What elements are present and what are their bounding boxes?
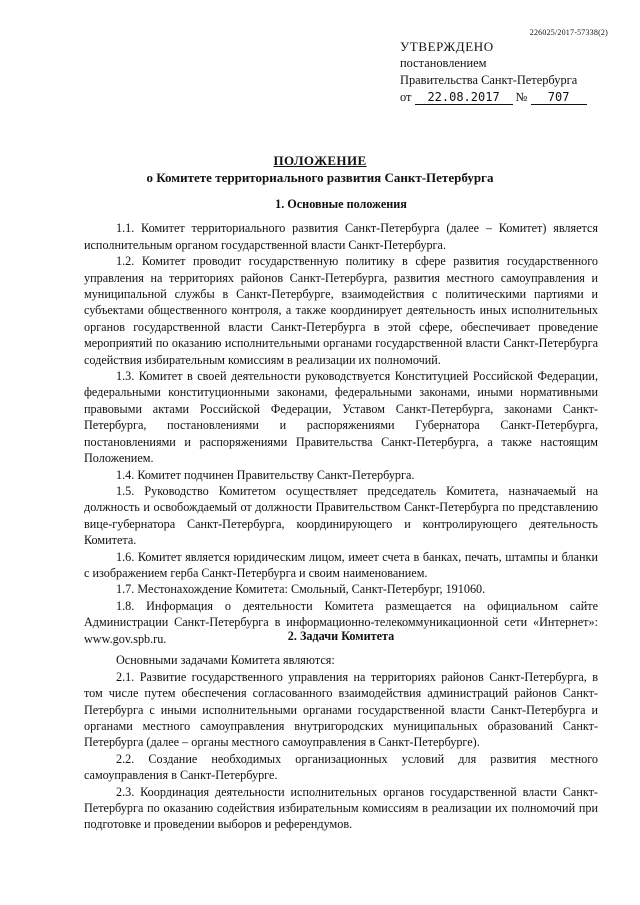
number-sign: №: [515, 90, 528, 104]
paragraph-1-6: 1.6. Комитет является юридическим лицом, имеет счета в банках, печать, штампы и бланки с изображением герба Санкт-Петербурга и своим наименованием.: [84, 549, 598, 580]
paragraph-1-3: 1.3. Комитет в своей деятельности руководствуется Конституцией Российской Федерации, федеральными конституционными законами, федеральными законами, иными нормативными правовыми актами Российской Федерации, Уставом Санкт-Петербурга, законами Санкт-Петербурга, постановлениями и распоряжениями Губернатора Санкт-Петербурга, постановлениями и распоряжениями Правительства Санкт-Петербурга, а также настоящим Положением.: [84, 369, 598, 466]
title-line-1: ПОЛОЖЕНИЕ: [273, 153, 367, 168]
paragraph-1-8: 1.8. Информация о деятельности Комитета размещается на официальном сайте Администрации Санкт-Петербурга в информационно-телекоммуникационной сети «Интернет»: www.gov.spb.ru.: [84, 598, 598, 646]
document-title: [0, 152, 640, 186]
approval-number: 707: [531, 90, 587, 105]
paragraph-2-2: 2.2. Создание необходимых организационных условий для развития местного самоуправления в Санкт-Петербурге.: [84, 751, 598, 783]
paragraph-1-4: 1.4. Комитет подчинен Правительству Санкт-Петербурга.: [116, 467, 415, 482]
section-2: [84, 628, 598, 833]
paragraph-1-2: 1.2. Комитет проводит государственную политику в сфере развития государственного управления на территориях районов Санкт-Петербурга, развития местного самоуправления и муниципальной службы в Санкт-Петербурге, взаимодействия с политическими партиями и субъектами общественного контроля, а также координирует деятельность иных исполнительных органов государственной власти Санкт-Петербурга в этой сфере, обеспечивает проведение мероприятий по оказанию исполнительными органами государственной власти Санкт-Петербурга содействия избирательным комиссиям в реализации их полномочий.: [84, 254, 598, 367]
paragraph-2-intro: Основными задачами Комитета являются:: [116, 653, 335, 668]
paragraph-2-3: 2.3. Координация деятельности исполнительных органов государственной власти Санкт-Петербурга по оказанию содействия избирательным комиссиям в реализации их полномочий при подготовке и проведении выборов и референдумов.: [84, 784, 598, 832]
section-heading: 2. Задачи Комитета: [287, 629, 395, 643]
title-line-2: о Комитете территориального развития Санкт-Петербурга: [146, 170, 494, 185]
approval-block: [400, 38, 610, 106]
section-1: [84, 196, 598, 647]
paragraph-2-1: 2.1. Развитие государственного управления на территориях районов Санкт-Петербурга, в том числе путем обеспечения согласованного взаимодействия администраций районов Санкт-Петербурга с иными исполнительными органами государственной власти Санкт-Петербурга и органами местного самоуправления внутригородских муниципальных образований Санкт-Петербурга (далее – органы местного самоуправления в Санкт-Петербурге).: [84, 669, 598, 750]
approval-line-government: Правительства Санкт-Петербурга: [400, 73, 578, 87]
paragraph-1-5: 1.5. Руководство Комитетом осуществляет председатель Комитета, назначаемый на должность и освобождаемый от должности Правительством Санкт-Петербурга по представлению вице-губернатора Санкт-Петербурга, координирующего и контролирующего деятельность Комитета.: [84, 483, 598, 548]
paragraph-1-7: 1.7. Местонахождение Комитета: Смольный, Санкт-Петербург, 191060.: [116, 582, 486, 597]
section-heading: 1. Основные положения: [275, 197, 407, 211]
document-number: 226025/2017-57338(2): [529, 28, 608, 37]
approval-date-line: [400, 89, 610, 106]
paragraph-1-1: 1.1. Комитет территориального развития Санкт-Петербурга (далее – Комитет) является исполнительным органом государственной власти Санкт-Петербурга.: [84, 221, 598, 252]
approval-date: 22.08.2017: [415, 90, 513, 105]
approved-label: УТВЕРЖДЕНО: [400, 39, 494, 54]
approval-line-resolution: постановлением: [400, 56, 487, 70]
date-prefix: от: [400, 90, 412, 104]
